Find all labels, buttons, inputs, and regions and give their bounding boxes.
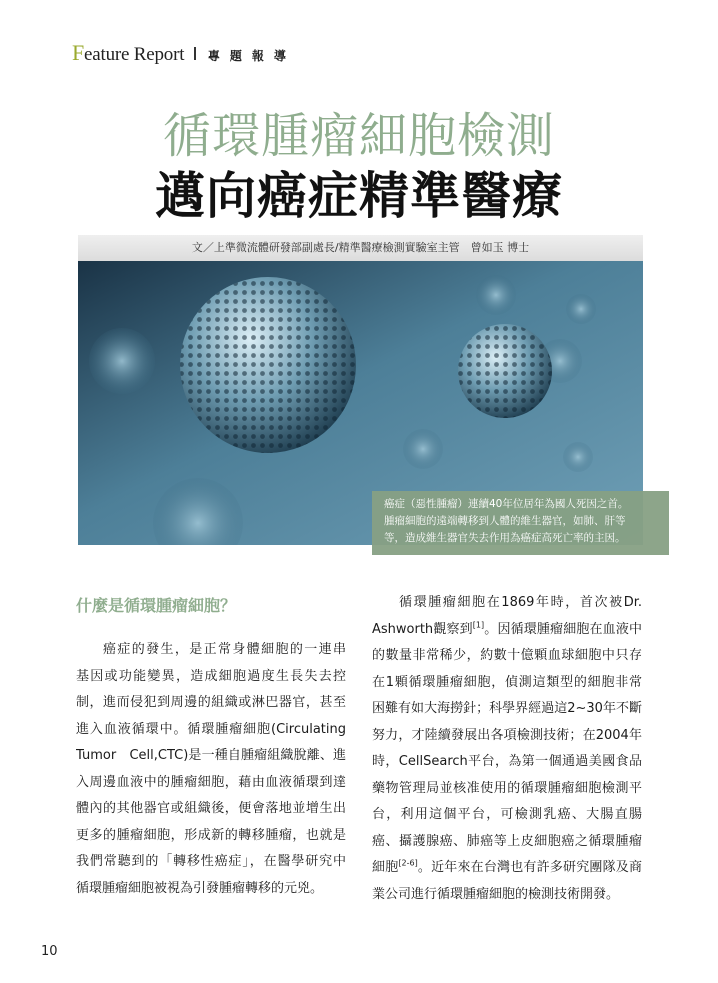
right-column — [372, 590, 642, 908]
left-column — [76, 590, 346, 902]
article-title-line2: 邁向癌症精準醫療 — [155, 167, 563, 225]
blurred-cell — [403, 429, 443, 469]
body-line: 藥物管理局並核准使用的循環腫瘤細胞檢測平 — [372, 780, 642, 796]
body-line: Ashworth觀察到[1]。因循環腫瘤細胞在血液中 — [372, 620, 642, 637]
body-line: 更多的腫瘤細胞，形成新的轉移腫瘤，也就是 — [76, 827, 346, 843]
caption-line: 腫瘤細胞的遠端轉移到人體的維生器官，如肺、肝等 — [384, 515, 626, 527]
header-divider — [194, 47, 196, 60]
body-line: 細胞[2-6]。近年來在台灣也有許多研究團隊及商 — [372, 858, 642, 875]
citation-ref: [1] — [472, 620, 485, 630]
running-header — [72, 40, 296, 66]
body-line: 入周邊血液中的腫瘤細胞，藉由血液循環到達 — [76, 774, 346, 790]
blurred-cell — [563, 442, 593, 472]
body-line: 困難有如大海撈針；科學界經過這2~30年不斷 — [372, 701, 642, 716]
body-line: 努力，才陸續發展出各項檢測技術；在2004年 — [372, 727, 642, 743]
body-line: 台，利用這個平台，可檢測乳癌、大腸直腸 — [372, 807, 642, 822]
caption-line: 癌症（惡性腫瘤）連續40年位居年為國人死因之首。 — [384, 498, 629, 510]
image-caption — [372, 491, 669, 555]
body-line: 循環腫瘤細胞在1869年時，首次被Dr. — [399, 595, 642, 610]
blurred-cell — [566, 294, 596, 324]
author-byline: 文／上準微流體研發部副處長/精準醫療檢測實驗室主管 曾如玉 博士 — [78, 235, 643, 261]
body-line: 的數量非常稀少，約數十億顆血球細胞中只存 — [372, 648, 642, 663]
section-label: 專題報導 — [207, 49, 296, 63]
body-line: 癌、攝護腺癌、肺癌等上皮細胞癌之循環腫瘤 — [372, 833, 642, 849]
body-line: 我們常聽到的「轉移性癌症」，在醫學研究中 — [76, 854, 346, 869]
body-line: 體內的其他器官或組織後，便會落地並增生出 — [76, 801, 346, 816]
body-line: 時，CellSearch平台，為第一個通過美國食品 — [372, 754, 642, 769]
tumor-cell-texture — [458, 324, 552, 418]
body-line: 基因或功能變異，造成細胞過度生長失去控 — [76, 668, 346, 684]
body-line: 業公司進行循環腫瘤細胞的檢測技術開發。 — [372, 886, 620, 902]
body-line: 癌症的發生，是正常身體細胞的一連串 — [103, 642, 346, 657]
tumor-cell-texture — [180, 277, 356, 453]
body-line: 在1顆循環腫瘤細胞，偵測這類型的細胞非常 — [372, 674, 642, 690]
body-line: 制，進而侵犯到周邊的組織或淋巴器官，甚至 — [76, 695, 346, 710]
citation-ref: [2-6] — [398, 858, 418, 868]
section-subheading: 什麼是循環腫瘤細胞？ — [76, 596, 237, 615]
body-line: 進入血液循環中。循環腫瘤細胞(Circulating — [76, 721, 346, 737]
caption-line: 等，造成維生器官失去作用為癌症高死亡率的主因。 — [384, 532, 626, 544]
blurred-cell — [89, 328, 155, 394]
article-title-line1: 循環腫瘤細胞檢測 — [162, 108, 555, 164]
body-line: Tumor Cell,CTC)是一種自腫瘤組織脫離、進 — [76, 748, 346, 763]
blurred-cell — [476, 275, 516, 315]
magazine-brand: Feature Report — [72, 40, 185, 65]
body-line: 循環腫瘤細胞被視為引發腫瘤轉移的元兇。 — [76, 880, 324, 896]
page-number: 10 — [41, 944, 58, 959]
